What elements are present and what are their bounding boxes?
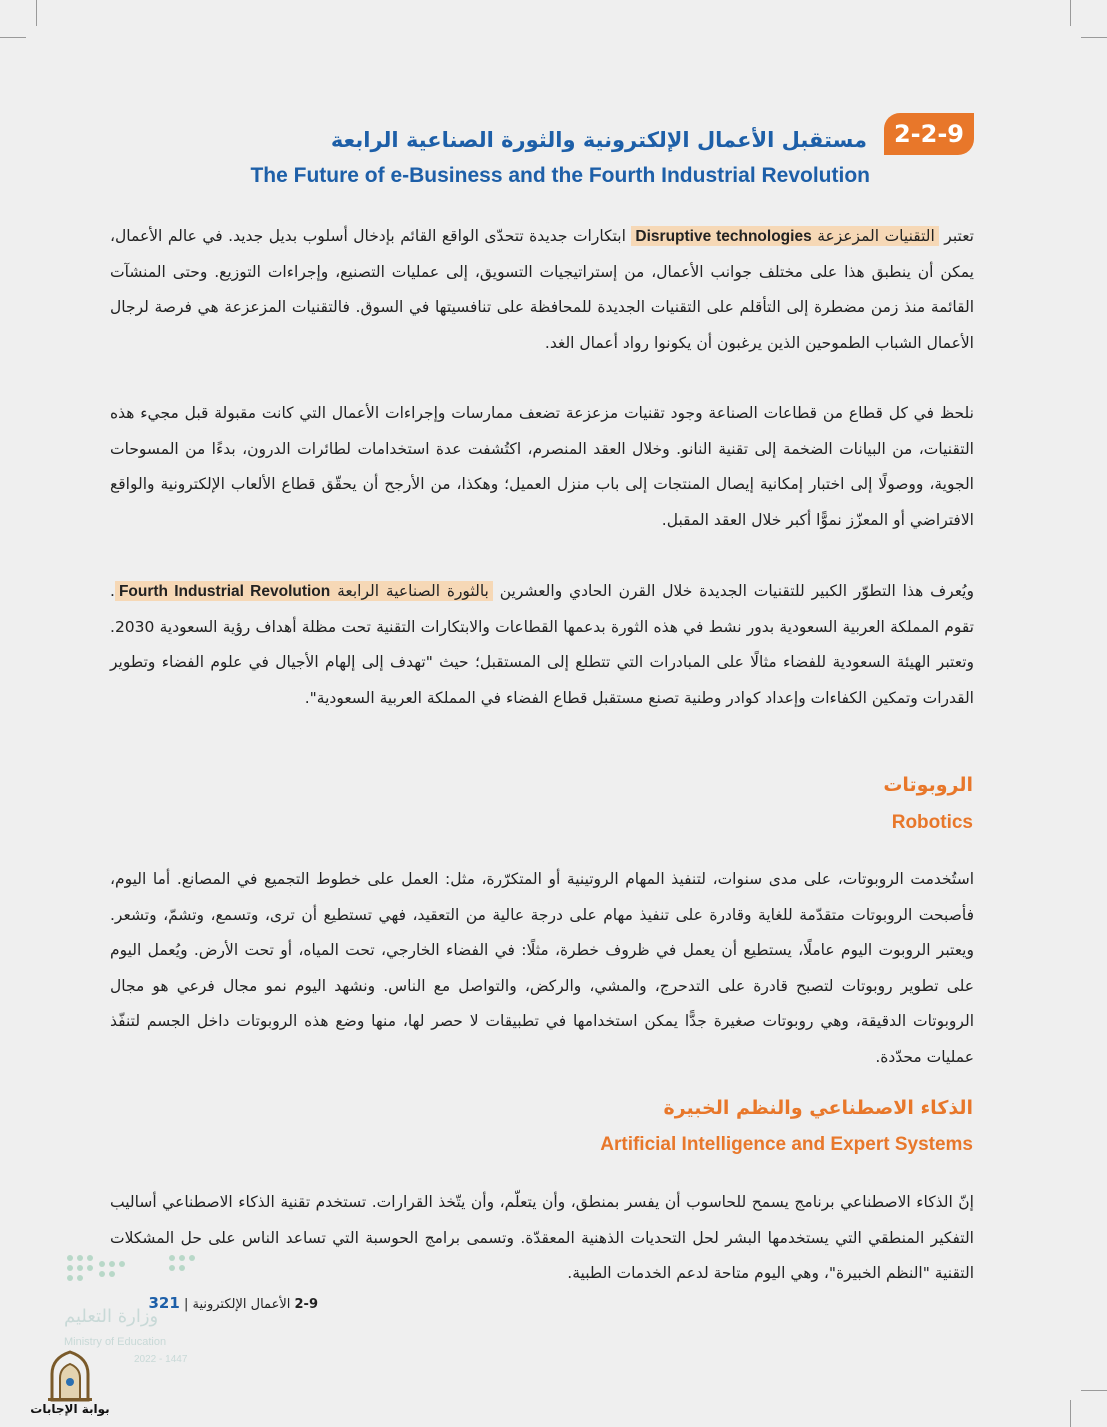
crop-mark — [1081, 1390, 1107, 1391]
term-english: Fourth Industrial Revolution — [118, 583, 331, 600]
robotics-heading-arabic: الروبوتات — [883, 774, 973, 796]
section-title-english: The Future of e-Business and the Fourth Industrial Revolution — [250, 164, 870, 187]
section-title-arabic: مستقبل الأعمال الإلكترونية والثورة الصناعية الرابعة — [330, 128, 867, 152]
highlighted-term — [115, 581, 493, 601]
footer-chapter-title: الأعمال الإلكترونية — [192, 1297, 291, 1312]
term-arabic: بالثورة الصناعية الرابعة — [337, 582, 489, 600]
ai-heading-english: Artificial Intelligence and Expert Systems — [600, 1134, 973, 1155]
highlighted-term — [631, 226, 938, 246]
page-number: 321 — [148, 1294, 180, 1312]
ai-heading-arabic: الذكاء الاصطناعي والنظم الخبيرة — [663, 1097, 973, 1119]
term-english: Disruptive technologies — [635, 228, 812, 245]
ministry-year: 2022 - 1447 — [134, 1354, 188, 1365]
paragraph-text: ابتكارات جديدة تتحدّى الواقع القائم بإدخال أسلوب بديل جديد. في عالم الأعمال، يمكن أن ينطبق هذا على مختلف جوانب الأعمال، من إستراتيجيات التسويق، إلى عمليات التصنيع، وإجراءات التوزيع. وحتى المنشآت القائمة منذ زمن مضطرة إلى التأقلم على التقنيات الجديدة للمحافظة على تنافسيتها في السوق. فالتقنيات المزعزعة هي فرصة لرجال الأعمال الشباب الطموحين الذين يرغبون أن يكونوا رواد أعمال الغد. — [110, 227, 974, 352]
portal-label: بوابة الإجابات — [30, 1402, 110, 1416]
paragraph-lead: تعتبر — [944, 227, 974, 245]
page-footer — [108, 1294, 318, 1316]
crop-mark — [0, 37, 26, 38]
section-number-badge: 2-2-9 — [884, 113, 974, 155]
paragraph-lead: ويُعرف هذا التطوّر الكبير للتقنيات الجديدة خلال القرن الحادي والعشرين — [499, 582, 974, 600]
paragraph-industry-sectors: نلحظ في كل قطاع من قطاعات الصناعة وجود تقنيات مزعزعة تضعف ممارسات وإجراءات الأعمال التي كانت مقبولة قبل مجيء هذه التقنيات، من البيانات الضخمة إلى تقنية النانو. وخلال العقد المنصرم، اكتُشفت عدة استخدامات لطائرات الدرون، بدءًا من المسوحات الجوية، ووصولًا إلى اختبار إمكانية إيصال المنتجات إلى باب منزل العميل؛ وهكذا، من الأرجح أن يحقّق قطاع الألعاب الإلكترونية والواقع الافتراضي أو المعزّز نموًّا أكبر خلال العقد المقبل. — [110, 404, 974, 529]
ministry-dots-logo — [62, 1250, 202, 1300]
ministry-name-arabic: وزارة التعليم — [64, 1306, 159, 1327]
crop-mark — [1081, 37, 1107, 38]
mosque-icon — [30, 1348, 110, 1402]
paragraph-text: . تقوم المملكة العربية السعودية بدور نشط في هذه الثورة بدعمها القطاعات والابتكارات التقنية تحت مظلة أهداف رؤية السعودية 2030. وتعتبر الهيئة السعودية للفضاء مثالًا على المبادرات التي تتطلع إلى المستقبل؛ حيث "تهدف إلى إلهام الأجيال في علوم الفضاء وتطوير القدرات وتمكين الكفاءات وإعداد كوادر وطنية تصنع مستقبل قطاع الفضاء في المملكة العربية السعودية". — [110, 582, 974, 707]
paragraph-robotics: استُخدمت الروبوتات، على مدى سنوات، لتنفيذ المهام الروتينية أو المتكرّرة، مثل: العمل على خطوط التجميع في المصانع. أما اليوم، فأصبحت الروبوتات متقدّمة للغاية وقادرة على تنفيذ مهام على درجة عالية من التعقيد، فهي تستطيع أن ترى، وتسمع، وتشمّ، وتشعر. ويعتبر الروبوت اليوم عاملًا، يستطيع أن يعمل في ظروف خطرة، مثلًا: في الفضاء الخارجي، تحت المياه، أو تحت الأرض. ويُعمل اليوم على تطوير روبوتات لتصبح قادرة على التدحرج، والمشي، والركض، والتواصل مع الناس. ونشهد اليوم نمو مجال فرعي هو مجال الروبوتات الدقيقة، وهي روبوتات صغيرة جدًّا يمكن استخدامها في تطبيقات لا حصر لها، منها وضع هذه الروبوتات داخل الجسم لتنفّذ عمليات محدّدة. — [110, 870, 974, 1066]
paragraph-disruptive-technologies — [110, 219, 974, 361]
footer-chapter-code: 2-9 — [294, 1297, 318, 1312]
paragraph-fourth-industrial-revolution — [110, 574, 974, 716]
robotics-heading-english: Robotics — [891, 812, 973, 833]
paragraph-artificial-intelligence: إنّ الذكاء الاصطناعي برنامج يسمح للحاسوب أن يفسر بمنطق، وأن يتعلّم، وأن يتّخذ القرارات. تستخدم تقنية الذكاء الاصطناعي أساليب التفكير المنطقي التي يستخدمها البشر لحل التحديات الذهنية المعقدّة. وتسمى برامج الحوسبة التي تساعد الناس على حل المشكلات التقنية "النظم الخبيرة"، وهي اليوم متاحة لدعم الخدمات الطبية. — [110, 1193, 974, 1282]
crop-mark — [1070, 0, 1071, 26]
answers-portal-logo — [30, 1348, 110, 1423]
footer-separator: | — [179, 1297, 189, 1312]
crop-mark — [1070, 1400, 1071, 1427]
term-arabic: التقنيات المزعزعة — [817, 227, 935, 245]
crop-mark — [36, 0, 37, 26]
ministry-name-english: Ministry of Education — [64, 1336, 167, 1348]
